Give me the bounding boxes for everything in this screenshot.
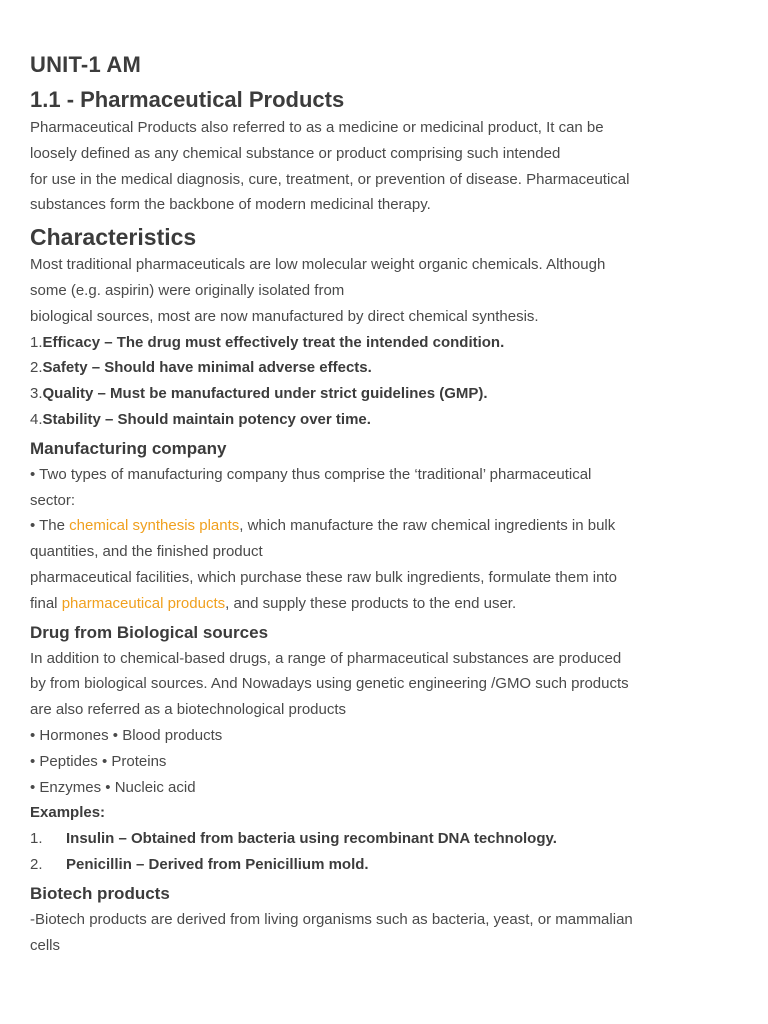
paragraph-line — [30, 513, 738, 539]
paragraph-line — [30, 591, 738, 617]
paragraph-line: sector: — [30, 491, 76, 509]
paragraph-line: Pharmaceutical Products also referred to as a medicine or medicinal product, It can be — [30, 119, 604, 136]
paragraph-line: are also referred as a biotechnological products — [30, 701, 347, 719]
list-item — [30, 330, 738, 356]
paragraph-line: some (e.g. aspirin) were originally isolated from — [30, 281, 345, 299]
bullet-line: • Hormones • Blood products — [30, 726, 223, 744]
paragraph-line: In addition to chemical-based drugs, a range of pharmaceutical substances are produced — [30, 649, 622, 667]
list-number: 2. — [30, 359, 43, 377]
pharmaceutical-products-link[interactable]: pharmaceutical products — [61, 594, 226, 612]
section-heading-biological-sources: Drug from Biological sources — [30, 622, 269, 642]
section-heading-pharmaceutical-products: 1.1 - Pharmaceutical Products — [30, 87, 345, 112]
paragraph-line: loosely defined as any chemical substance or product comprising such intended — [30, 144, 561, 162]
list-number: 1. — [30, 333, 43, 351]
text-span: , and supply these products to the end user. — [225, 594, 517, 612]
example-item — [30, 852, 738, 878]
paragraph-line: pharmaceutical facilities, which purchase these raw bulk ingredients, formulate them into — [30, 568, 617, 586]
list-text: Quality – Must be manufactured under strict guidelines (GMP). — [42, 385, 488, 403]
example-item — [30, 826, 738, 852]
list-text: Stability – Should maintain potency over time. — [42, 410, 371, 428]
paragraph-line: -Biotech products are derived from living organisms such as bacteria, yeast, or mammalian — [30, 910, 633, 928]
paragraph-line: substances form the backbone of modern medicinal therapy. — [30, 196, 431, 214]
list-item — [30, 407, 738, 433]
list-item — [30, 355, 738, 381]
example-text: Penicillin – Derived from Penicillium mold. — [66, 855, 369, 873]
paragraph-line: by from biological sources. And Nowadays using genetic engineering /GMO such products — [30, 675, 629, 693]
section-heading-characteristics: Characteristics — [30, 224, 197, 251]
paragraph-line: cells — [30, 936, 61, 954]
list-text: Safety – Should have minimal adverse effects. — [42, 359, 372, 377]
list-item — [30, 381, 738, 407]
bullet-line: • Peptides • Proteins — [30, 752, 167, 770]
paragraph-line: for use in the medical diagnosis, cure, treatment, or prevention of disease. Pharmaceutical — [30, 170, 630, 188]
list-text: Efficacy – The drug must effectively treat the intended condition. — [42, 333, 505, 351]
paragraph-line: quantities, and the finished product — [30, 543, 263, 561]
example-number: 1. — [30, 830, 43, 848]
text-span: final — [30, 594, 62, 612]
example-text: Insulin – Obtained from bacteria using recombinant DNA technology. — [66, 830, 557, 848]
section-heading-biotech-products: Biotech products — [30, 883, 170, 903]
section-heading-manufacturing-company: Manufacturing company — [30, 438, 227, 458]
text-span: , which manufacture the raw chemical ingredients in bulk — [239, 517, 616, 535]
bullet-line: • Enzymes • Nucleic acid — [30, 778, 196, 796]
text-span: • The — [30, 517, 70, 535]
paragraph-line: Most traditional pharmaceuticals are low molecular weight organic chemicals. Although — [30, 256, 606, 274]
example-number: 2. — [30, 855, 43, 873]
paragraph-line: biological sources, most are now manufactured by direct chemical synthesis. — [30, 307, 539, 325]
list-number: 3. — [30, 385, 43, 403]
unit-title: UNIT-1 AM — [30, 52, 141, 77]
paragraph-line: • Two types of manufacturing company thus comprise the ‘traditional’ pharmaceutical — [30, 465, 592, 483]
examples-label: Examples: — [30, 804, 106, 822]
list-number: 4. — [30, 410, 43, 428]
chemical-synthesis-plants-link[interactable]: chemical synthesis plants — [69, 517, 240, 535]
